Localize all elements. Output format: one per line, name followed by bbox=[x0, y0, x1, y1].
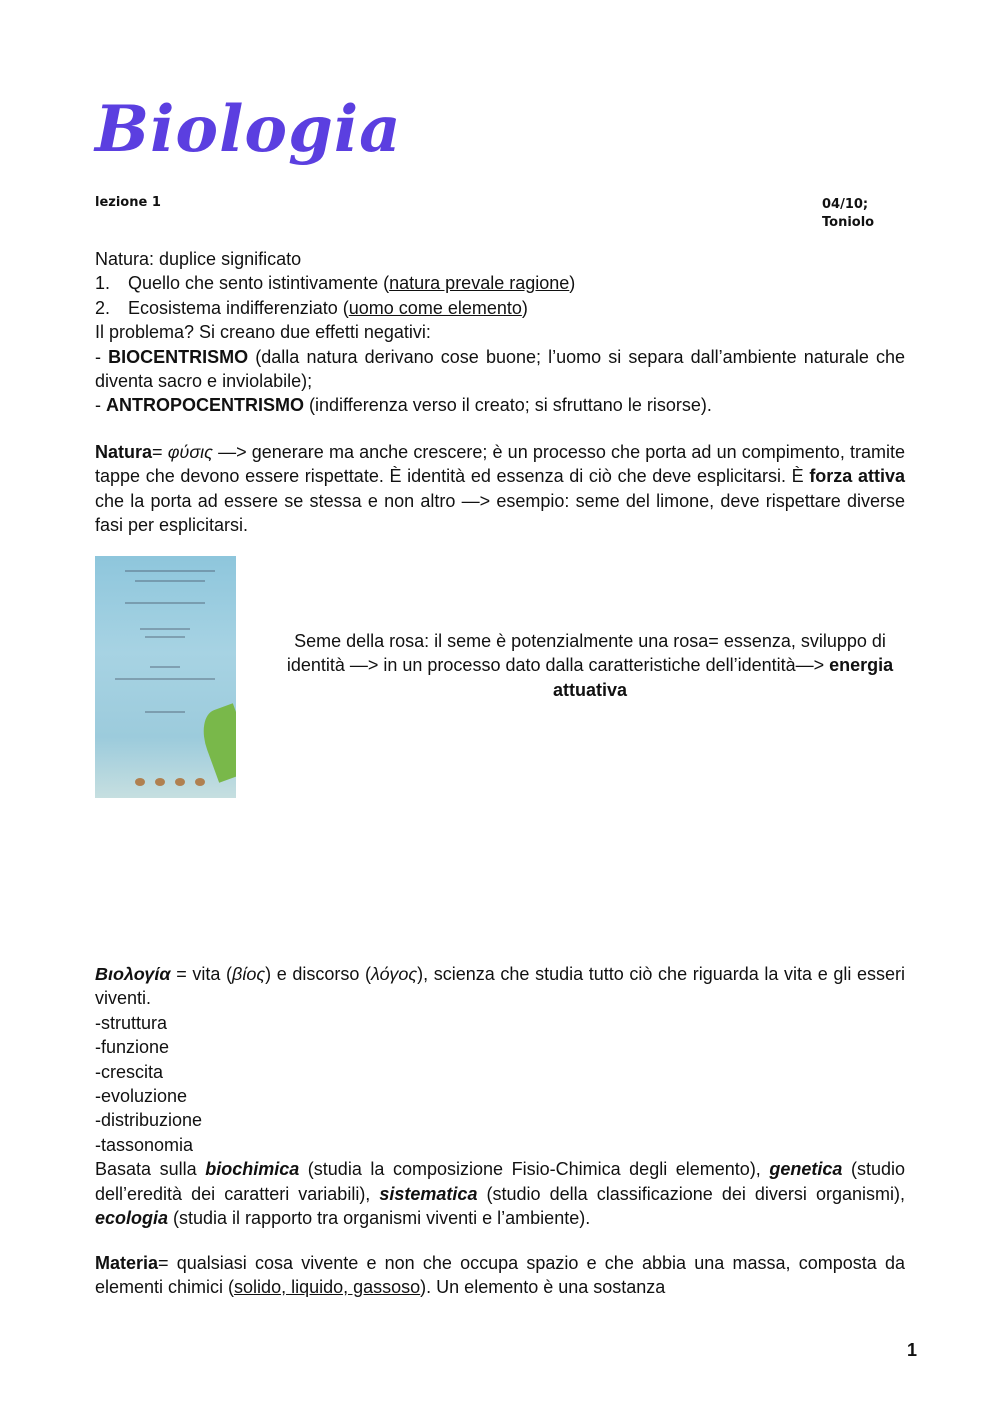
underlined-text: uomo come elemento bbox=[348, 297, 522, 318]
date-line: 04/10; bbox=[822, 197, 869, 212]
list-item: -funzione bbox=[95, 1037, 170, 1058]
term: ANTROPOCENTRISMO bbox=[106, 395, 304, 416]
teacher-line: Toniolo bbox=[822, 215, 875, 230]
bold-text: energia attuativa bbox=[552, 655, 894, 700]
section-biologia bbox=[95, 962, 905, 1230]
underlined-text: solido, liquido, gassoso bbox=[234, 1277, 421, 1298]
list-item: -distribuzione bbox=[95, 1110, 203, 1131]
paragraph: Natura= φύσις —> generare ma anche crescere; è un processo che porta ad un compimento, tramite tappe che devono essere rispettate. È identità ed essenza di ciò che deve esplicitarsi. È forza attiva che la porta ad essere se stessa e non altro —> esempio: seme del limone, deve rispettare diverse fasi per esplicitarsi. bbox=[95, 442, 905, 536]
image-caption: Seme della rosa: il seme è potenzialmente una rosa= essenza, sviluppo di identità —> in un processo dato dalla caratteristiche dell’identità—> energia attuativa bbox=[286, 631, 894, 700]
paragraph: Basata sulla biochimica (studia la composizione Fisio-Chimica degli elemento), genetica (studio dell’eredità dei caratteri variabili), sistematica (studio della classificazione dei diversi organismi), ecologia (studia il rapporto tra organismi viventi e l’ambiente). bbox=[95, 1159, 906, 1229]
lesson-label: lezione 1 bbox=[95, 195, 161, 210]
term: Βιολογία bbox=[95, 964, 171, 984]
list-item: 2. Ecosistema indifferenziato (uomo come elemento) bbox=[95, 297, 528, 318]
greek-word: βίος bbox=[232, 964, 266, 984]
list-item: -struttura bbox=[95, 1012, 168, 1033]
paragraph: Natura: duplice significato bbox=[95, 249, 302, 269]
list-item: -crescita bbox=[95, 1061, 164, 1082]
paragraph-biocentrismo: - BIOCENTRISMO (dalla natura derivano cose buone; l’uomo si separa dall’ambiente naturale che diventa sacro e inviolabile); bbox=[95, 346, 905, 392]
greek-word: λόγος bbox=[371, 964, 418, 984]
page-number: 1 bbox=[907, 1340, 918, 1360]
paragraph: Βιολογία = vita (βίος) e discorso (λόγος), scienza che studia tutto ciò che riguarda la vita e gli esseri viventi. bbox=[95, 964, 905, 1009]
term: genetica bbox=[769, 1159, 843, 1180]
list-item: -evoluzione bbox=[95, 1086, 188, 1107]
term: ecologia bbox=[95, 1208, 169, 1229]
slide-photo bbox=[95, 556, 236, 798]
section-natura-meaning bbox=[95, 247, 905, 418]
term: Natura bbox=[95, 442, 153, 462]
term: biochimica bbox=[205, 1159, 300, 1180]
term: BIOCENTRISMO bbox=[108, 346, 249, 367]
paragraph: Materia= qualsiasi cosa vivente e non che occupa spazio e che abbia una massa, composta da elementi chimici (solido, liquido, gassoso). Un elemento è una sostanza bbox=[95, 1253, 905, 1298]
section-materia bbox=[95, 1251, 905, 1300]
underlined-text: natura prevale ragione bbox=[389, 273, 570, 294]
page-title: Biologia bbox=[95, 92, 402, 167]
paragraph-antropocentrismo: - ANTROPOCENTRISMO (indifferenza verso il creato; si sfruttano le risorse). bbox=[95, 395, 712, 416]
term: Materia bbox=[95, 1253, 159, 1273]
paragraph: Il problema? Si creano due effetti negativi: bbox=[95, 322, 431, 343]
list-item: 1. Quello che sento istintivamente (natura prevale ragione) bbox=[95, 273, 576, 294]
term: sistematica bbox=[379, 1183, 478, 1204]
list-item: -tassonomia bbox=[95, 1134, 194, 1155]
greek-word: φύσις bbox=[167, 442, 213, 462]
section-natura-physis bbox=[95, 440, 905, 538]
bold-text: forza attiva bbox=[809, 466, 905, 487]
date-teacher bbox=[822, 196, 874, 232]
